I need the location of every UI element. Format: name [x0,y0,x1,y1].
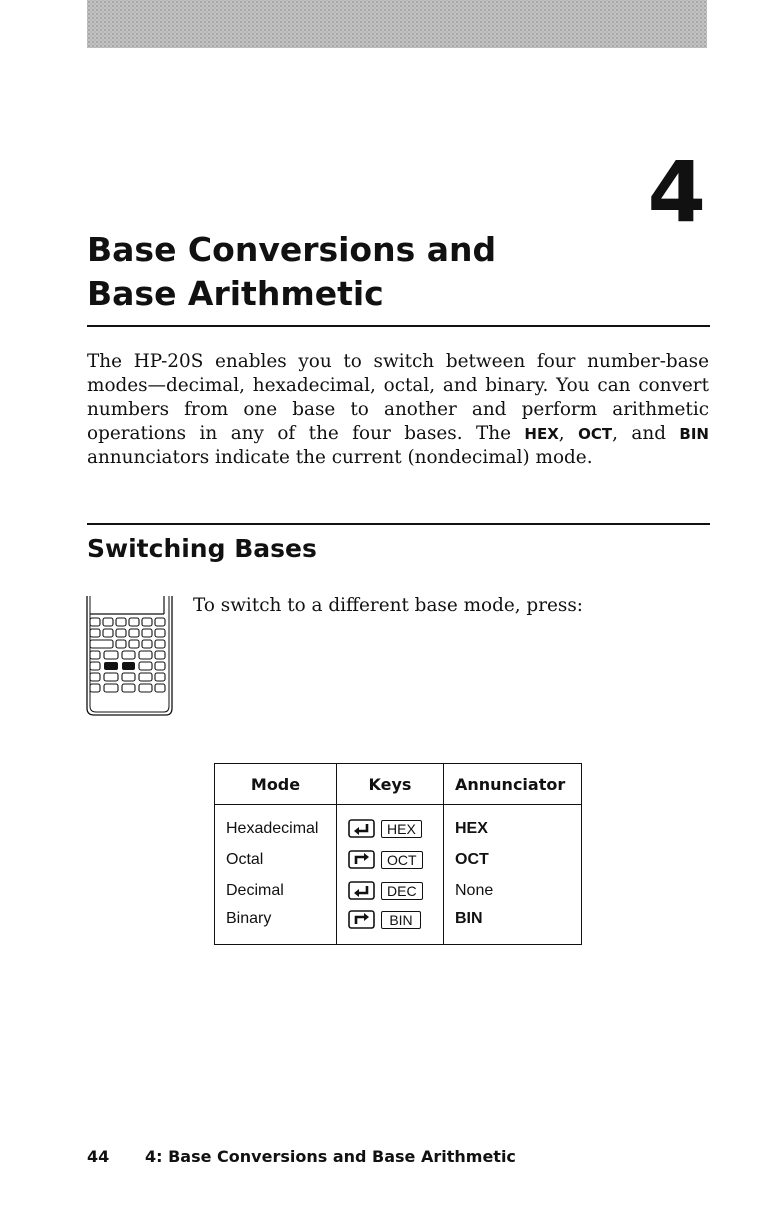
right-shift-key-icon [348,910,375,929]
col-header-keys: Keys [337,764,444,805]
table-header-row [215,764,582,805]
table-row [215,875,582,906]
running-title: 4: Base Conversions and Base Arithmetic [145,1147,516,1166]
section-heading: Switching Bases [87,534,317,563]
dec-key: DEC [381,882,423,900]
intro-sep-1: , [558,423,579,444]
chapter-title [87,228,496,316]
annunciator-cell: OCT [455,850,489,868]
chapter-number: 4 [647,143,706,241]
hex-key: HEX [381,820,422,838]
table-row [215,906,582,945]
keys-cell [337,844,444,875]
intro-text-b: annunciators indicate the current (nondecimal) mode. [87,447,593,468]
intro-text-a: The HP-20S enables you to switch between four number-base modes—decimal, hexadecimal, octal, and binary. You can convert numbers from one base to another and perform arithmetic operations in any of the four bases. The [87,351,709,444]
keys-cell [337,805,444,845]
right-shift-key-icon [348,850,375,869]
mode-cell: Octal [215,844,337,875]
annunciator-cell: HEX [455,819,488,837]
oct-key: OCT [381,851,423,869]
chapter-tab-bar [87,0,707,48]
col-header-mode: Mode [215,764,337,805]
base-modes-table [214,763,582,945]
page-number: 44 [87,1147,110,1166]
chapter-title-line2: Base Arithmetic [87,274,384,313]
mode-cell: Decimal [215,875,337,906]
mode-cell: Binary [215,906,337,945]
calculator-keyboard-icon [84,596,174,722]
table-row [215,805,582,845]
col-header-annunciator: Annunciator [444,764,582,805]
keys-cell [337,906,444,945]
table-row [215,844,582,875]
chapter-title-line1: Base Conversions and [87,230,497,269]
mode-cell: Hexadecimal [215,805,337,845]
keys-cell [337,875,444,906]
left-shift-key-icon [348,819,375,838]
title-divider [87,325,710,327]
bin-key: BIN [381,911,421,929]
intro-paragraph [87,350,709,470]
section-divider [87,523,710,525]
intro-sep-2: , and [612,423,680,444]
left-shift-key-icon [348,881,375,900]
intro-oct-annunciator: OCT [578,425,613,443]
annunciator-cell: BIN [455,910,483,927]
switch-instruction: To switch to a different base mode, press: [193,595,583,616]
page-footer [87,1147,516,1166]
intro-hex-annunciator: HEX [524,425,559,443]
annunciator-cell: None [455,881,494,899]
intro-bin-annunciator: BIN [679,425,709,443]
